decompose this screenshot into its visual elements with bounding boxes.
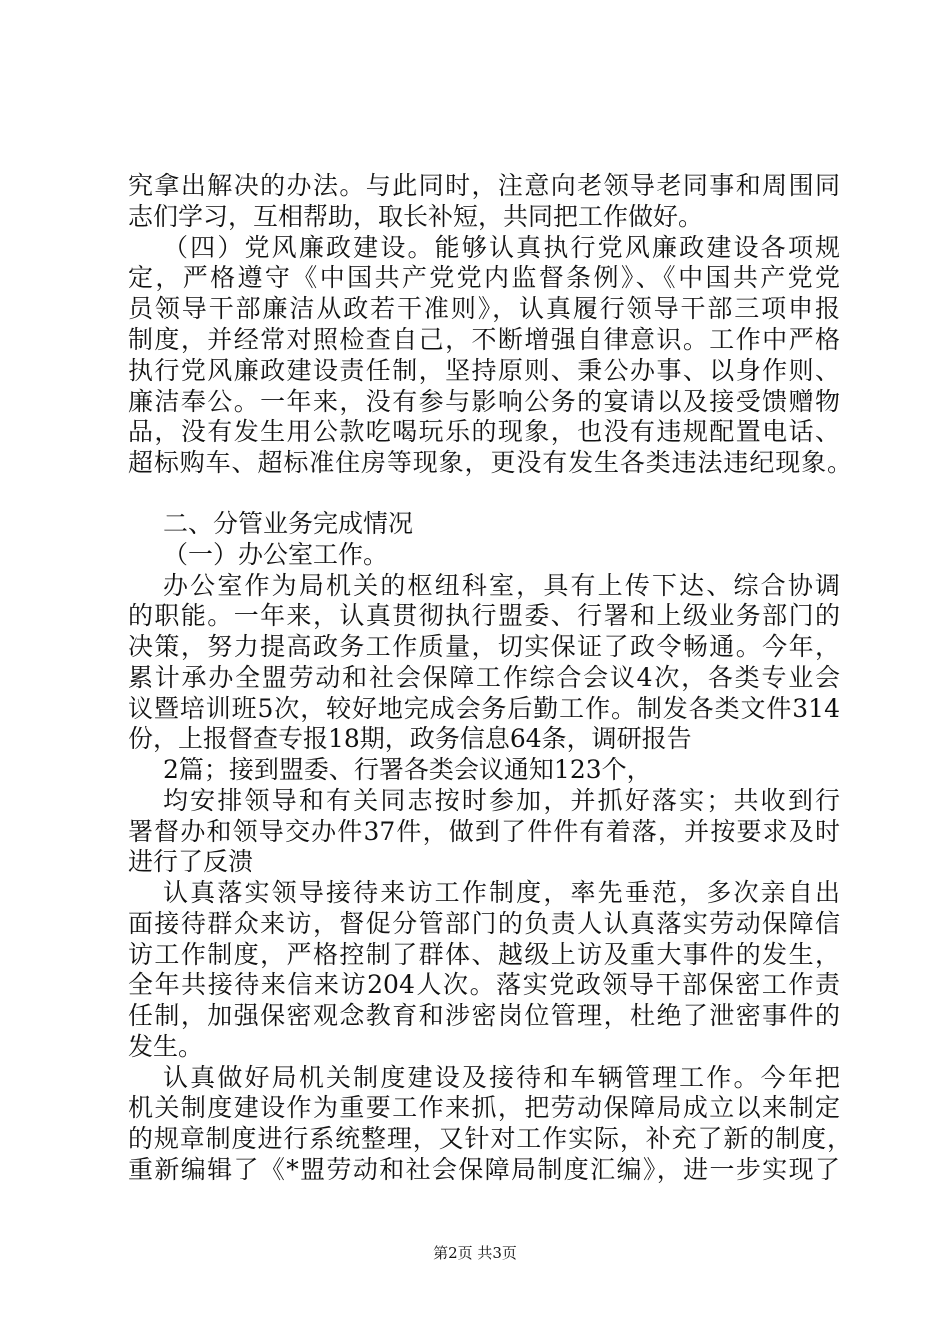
text-line: 认真做好局机关制度建设及接待和车辆管理工作。今年把 bbox=[163, 1062, 840, 1092]
text-line: 均安排领导和有关同志按时参加，并抓好落实；共收到行 bbox=[163, 785, 840, 815]
text-line: 的规章制度进行系统整理，又针对工作实际，补充了新的制度， bbox=[128, 1124, 852, 1153]
text-line: 累计承办全盟劳动和社会保障工作综合会议4次，各类专业会 bbox=[128, 662, 840, 692]
text-line: （四）党风廉政建设。能够认真执行党风廉政建设各项规 bbox=[163, 232, 840, 262]
text-line: 定，严格遵守《中国共产党党内监督条例》、《中国共产党党 bbox=[128, 263, 840, 293]
text-line: 机关制度建设作为重要工作来抓，把劳动保障局成立以来制定 bbox=[128, 1093, 840, 1123]
text-line: 员领导干部廉洁从政若干准则》，认真履行领导干部三项申报 bbox=[128, 294, 840, 324]
text-line: 办公室作为局机关的枢纽科室，具有上传下达、综合协调 bbox=[163, 570, 840, 600]
text-line: 全年共接待来信来访204人次。落实党政领导干部保密工作责 bbox=[128, 970, 840, 1000]
text-line: 访工作制度，严格控制了群体、越级上访及重大事件的发生， bbox=[128, 939, 840, 969]
text-line: （一）办公室工作。 bbox=[163, 539, 389, 569]
page-footer: 第2页 共3页 bbox=[433, 1244, 517, 1262]
text-line: 志们学习，互相帮助，取长补短，共同把工作做好。 bbox=[128, 201, 704, 231]
text-line: 决策，努力提高政务工作质量，切实保证了政令畅通。今年， bbox=[128, 632, 840, 661]
text-line: 认真落实领导接待来访工作制度，率先垂范，多次亲自出 bbox=[163, 878, 840, 907]
text-line: 二、分管业务完成情况 bbox=[163, 509, 414, 538]
text-line: 的职能。一年来，认真贯彻执行盟委、行署和上级业务部门的 bbox=[128, 601, 840, 631]
text-line: 廉洁奉公。一年来，没有参与影响公务的宴请以及接受馈赠物 bbox=[128, 386, 840, 416]
text-line: 品，没有发生用公款吃喝玩乐的现象，也没有违规配置电话、 bbox=[128, 417, 840, 447]
text-line: 2篇；接到盟委、行署各类会议通知123个， bbox=[163, 755, 652, 784]
text-line: 超标购车、超标准住房等现象，更没有发生各类违法违纪现象。 bbox=[128, 448, 852, 478]
text-line: 议暨培训班5次，较好地完成会务后勤工作。制发各类文件314 bbox=[128, 693, 840, 723]
text-line: 执行党风廉政建设责任制，坚持原则、秉公办事、以身作则、 bbox=[128, 355, 840, 385]
text-line: 署督办和领导交办件37件，做到了件件有着落，并按要求及时 bbox=[128, 816, 840, 846]
text-line: 面接待群众来访，督促分管部门的负责人认真落实劳动保障信 bbox=[128, 908, 840, 938]
text-line: 进行了反溃 bbox=[128, 847, 254, 877]
text-line: 究拿出解决的办法。与此同时，注意向老领导老同事和周围同 bbox=[128, 171, 840, 200]
text-line: 制度，并经常对照检查自己，不断增强自律意识。工作中严格 bbox=[128, 325, 840, 354]
text-line: 任制，加强保密观念教育和涉密岗位管理，杜绝了泄密事件的 bbox=[128, 1001, 840, 1030]
text-line: 重新编辑了《*盟劳动和社会保障局制度汇编》，进一步实现了 bbox=[128, 1154, 840, 1184]
text-line: 份，上报督查专报18期，政务信息64条，调研报告 bbox=[128, 724, 692, 754]
text-line: 发生。 bbox=[128, 1031, 204, 1061]
